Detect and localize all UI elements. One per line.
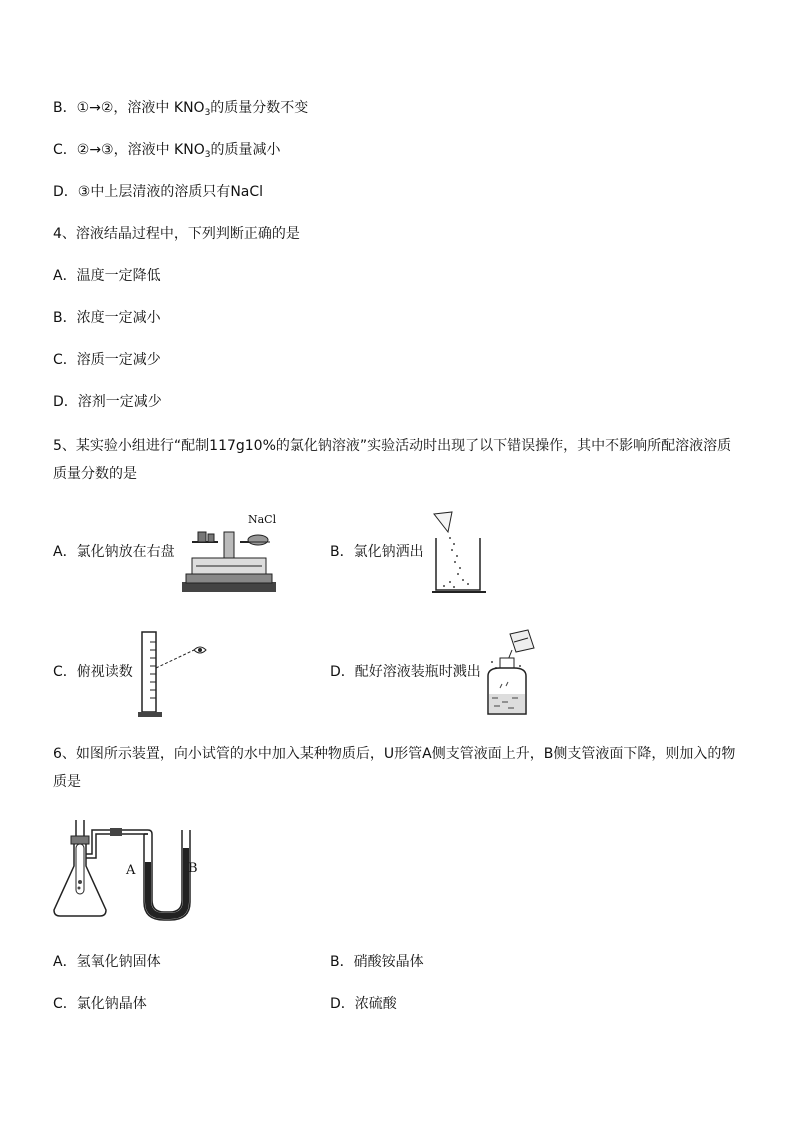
q3-option-b-text: B．①→②，溶液中 KNO xyxy=(53,100,205,116)
q4-option-d: D．溶剂一定减少 xyxy=(53,394,162,410)
u-tube-label-b: B xyxy=(188,861,198,876)
spilled-beaker-figure xyxy=(430,510,488,596)
q3-option-b-subscript: 3 xyxy=(204,108,211,118)
q6-option-d: D．浓硫酸 xyxy=(330,996,397,1012)
q3-option-c-subscript: 3 xyxy=(204,150,211,160)
q3-option-b xyxy=(53,98,308,118)
q3-option-b-suffix: 的质量分数不变 xyxy=(210,100,309,116)
q5-option-c: C．俯视读数 xyxy=(53,664,133,680)
q6-option-c: C．氯化钠晶体 xyxy=(53,996,147,1012)
q4-stem: 4、溶液结晶过程中，下列判断正确的是 xyxy=(53,226,300,242)
q5-option-d: D．配好溶液装瓶时溅出 xyxy=(330,664,481,680)
q5-option-b: B．氯化钠洒出 xyxy=(330,544,424,560)
nacl-label: NaCl xyxy=(248,513,277,526)
q3-option-d: D．③中上层清液的溶质只有NaCl xyxy=(53,184,264,200)
q4-option-c: C．溶质一定减少 xyxy=(53,352,161,368)
q5-stem: 5、某实验小组进行“配制117g10%的氯化钠溶液”实验活动时出现了以下错误操作，其中不影响所配溶液溶质质量分数的是 xyxy=(53,438,732,482)
q3-option-c-suffix: 的质量减小 xyxy=(210,142,281,158)
q6-option-a: A．氢氧化钠固体 xyxy=(53,954,161,970)
q4-option-a: A．温度一定降低 xyxy=(53,268,161,284)
graduated-cylinder-figure xyxy=(136,628,216,720)
q5-option-a: A．氯化钠放在右盘 xyxy=(53,544,175,560)
q3-option-c-text: C．②→③，溶液中 KNO xyxy=(53,142,205,158)
u-tube-label-a: A xyxy=(126,863,136,878)
q6-stem: 6、如图所示装置，向小试管的水中加入某种物质后，U形管A侧支管液面上升，B侧支管液面下降，则加入的物质是 xyxy=(53,746,736,790)
u-tube-apparatus-figure xyxy=(52,818,202,922)
q4-option-b: B．浓度一定减小 xyxy=(53,310,161,326)
balance-figure xyxy=(178,512,280,596)
bottle-pouring-figure xyxy=(484,628,546,718)
q3-option-c xyxy=(53,140,280,160)
q6-option-b: B．硝酸铵晶体 xyxy=(330,954,424,970)
